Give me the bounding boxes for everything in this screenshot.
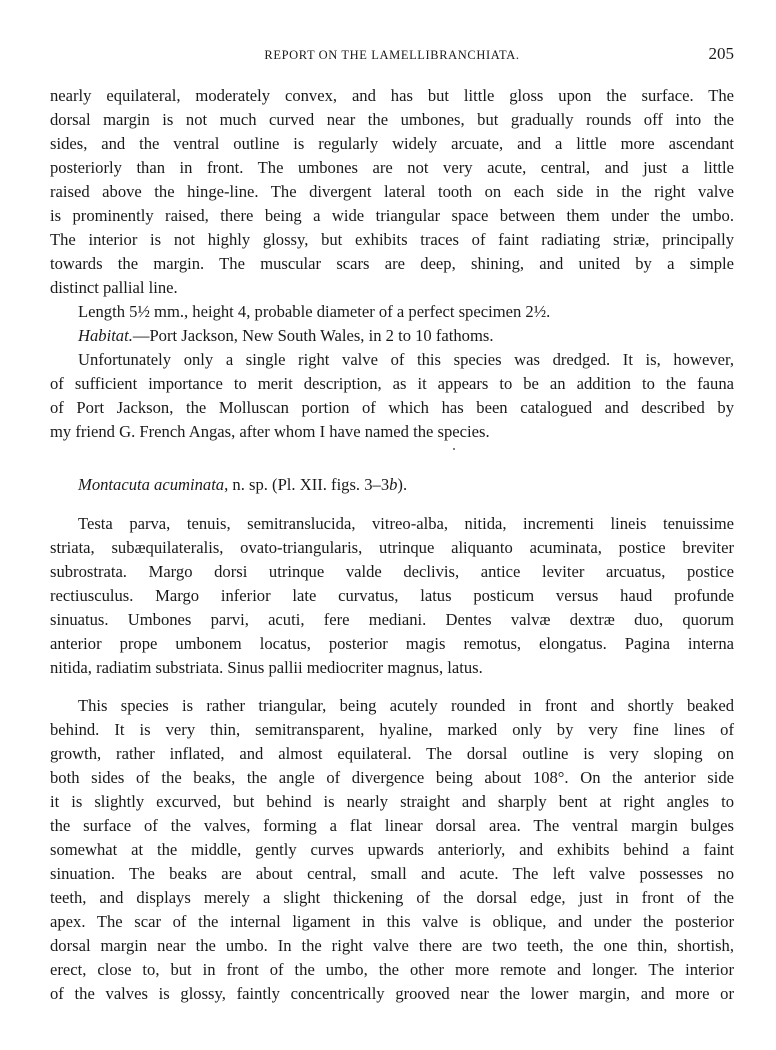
text-line: of Port Jackson, the Molluscan portion of which has been catalogued and described by: [50, 398, 734, 417]
text-line: subrostrata. Margo dorsi utrinque valde declivis, antice leviter arcuatus, postice: [50, 562, 734, 581]
text-line: This species is rather triangular, being acutely rounded in front and shortly beaked: [78, 696, 734, 715]
text-line: sides, and the ventral outline is regularly widely arcuate, and a little more ascendant: [50, 134, 734, 153]
print-speck: [453, 448, 455, 450]
text-line: behind. It is very thin, semitransparent, hyaline, marked only by very fine lines of: [50, 720, 734, 739]
species-name: Montacuta acuminata: [78, 475, 225, 494]
heading-close: ).: [397, 475, 408, 494]
text-line: towards the margin. The muscular scars are deep, shining, and united by a simple: [50, 254, 734, 273]
text-line: raised above the hinge-line. The divergent lateral tooth on each side in the right valve: [50, 182, 734, 201]
text-line: apex. The scar of the internal ligament in this valve is oblique, and under the posterior: [50, 912, 734, 931]
page-number: 205: [708, 44, 734, 63]
text-line: my friend G. French Angas, after whom I have named the species.: [50, 422, 490, 441]
text-line: posteriorly than in front. The umbones are not very acute, central, and just a little: [50, 158, 734, 177]
page-header: [50, 44, 734, 66]
text-line: sinuation. The beaks are about central, small and acute. The left valve possesses no: [50, 864, 734, 883]
text-line: sinuatus. Umbones parvi, acuti, fere mediani. Dentes valvæ dextræ duo, quorum: [50, 610, 734, 629]
text-line: it is slightly excurved, but behind is nearly straight and sharply bent at right angles to: [50, 792, 734, 811]
figure-suffix: b: [389, 475, 398, 494]
species-plate-ref: , n. sp. (Pl. XII. figs. 3–3: [224, 475, 390, 494]
text-line: striata, subæquilateralis, ovato-triangularis, utrinque aliquanto acuminata, postice breviter: [50, 538, 734, 557]
text-line: The interior is not highly glossy, but exhibits traces of faint radiating striæ, principally: [50, 230, 734, 249]
habitat-line: [50, 324, 734, 348]
habitat-label: Habitat.: [78, 326, 133, 345]
text-line: teeth, and displays merely a slight thickening of the dorsal edge, just in front of the: [50, 888, 734, 907]
measurements-line: Length 5½ mm., height 4, probable diameter of a perfect specimen 2½.: [78, 302, 551, 321]
text-line: nitida, radiatim substriata. Sinus pallii mediocriter magnus, latus.: [50, 658, 483, 677]
text-line: erect, close to, but in front of the umbo, the other more remote and longer. The interior: [50, 960, 734, 979]
text-line: growth, rather inflated, and almost equilateral. The dorsal outline is very sloping on: [50, 744, 734, 763]
text-line: the surface of the valves, forming a flat linear dorsal area. The ventral margin bulges: [50, 816, 734, 835]
species-heading: [50, 473, 734, 497]
text-line: Testa parva, tenuis, semitranslucida, vitreo-alba, nitida, incrementi lineis tenuissime: [78, 514, 734, 533]
text-line: of the valves is glossy, faintly concentrically grooved near the lower margin, and more or: [50, 984, 734, 1003]
text-line: nearly equilateral, moderately convex, and has but little gloss upon the surface. The: [50, 86, 734, 105]
text-line: distinct pallial line.: [50, 278, 178, 297]
habitat-text: —Port Jackson, New South Wales, in 2 to 10 fathoms.: [132, 326, 494, 345]
text-line: is prominently raised, there being a wide triangular space between them under the umbo.: [50, 206, 734, 225]
running-title: REPORT ON THE LAMELLIBRANCHIATA.: [264, 48, 520, 62]
text-line: anterior prope umbonem locatus, posterior magis remotus, elongatus. Pagina interna: [50, 634, 734, 653]
text-line: both sides of the beaks, the angle of divergence being about 108°. On the anterior side: [50, 768, 734, 787]
text-line: dorsal margin is not much curved near the umbones, but gradually rounds off into the: [50, 110, 734, 129]
text-line: dorsal margin near the umbo. In the right valve there are two teeth, the one thin, shortish,: [50, 936, 734, 955]
text-line: of sufficient importance to merit description, as it appears to be an addition to the fauna: [50, 374, 734, 393]
text-line: Unfortunately only a single right valve of this species was dredged. It is, however,: [78, 350, 734, 369]
text-line: somewhat at the middle, gently curves upwards anteriorly, and exhibits behind a faint: [50, 840, 734, 859]
text-line: rectiusculus. Margo inferior late curvatus, latus posticum versus haud profunde: [50, 586, 734, 605]
